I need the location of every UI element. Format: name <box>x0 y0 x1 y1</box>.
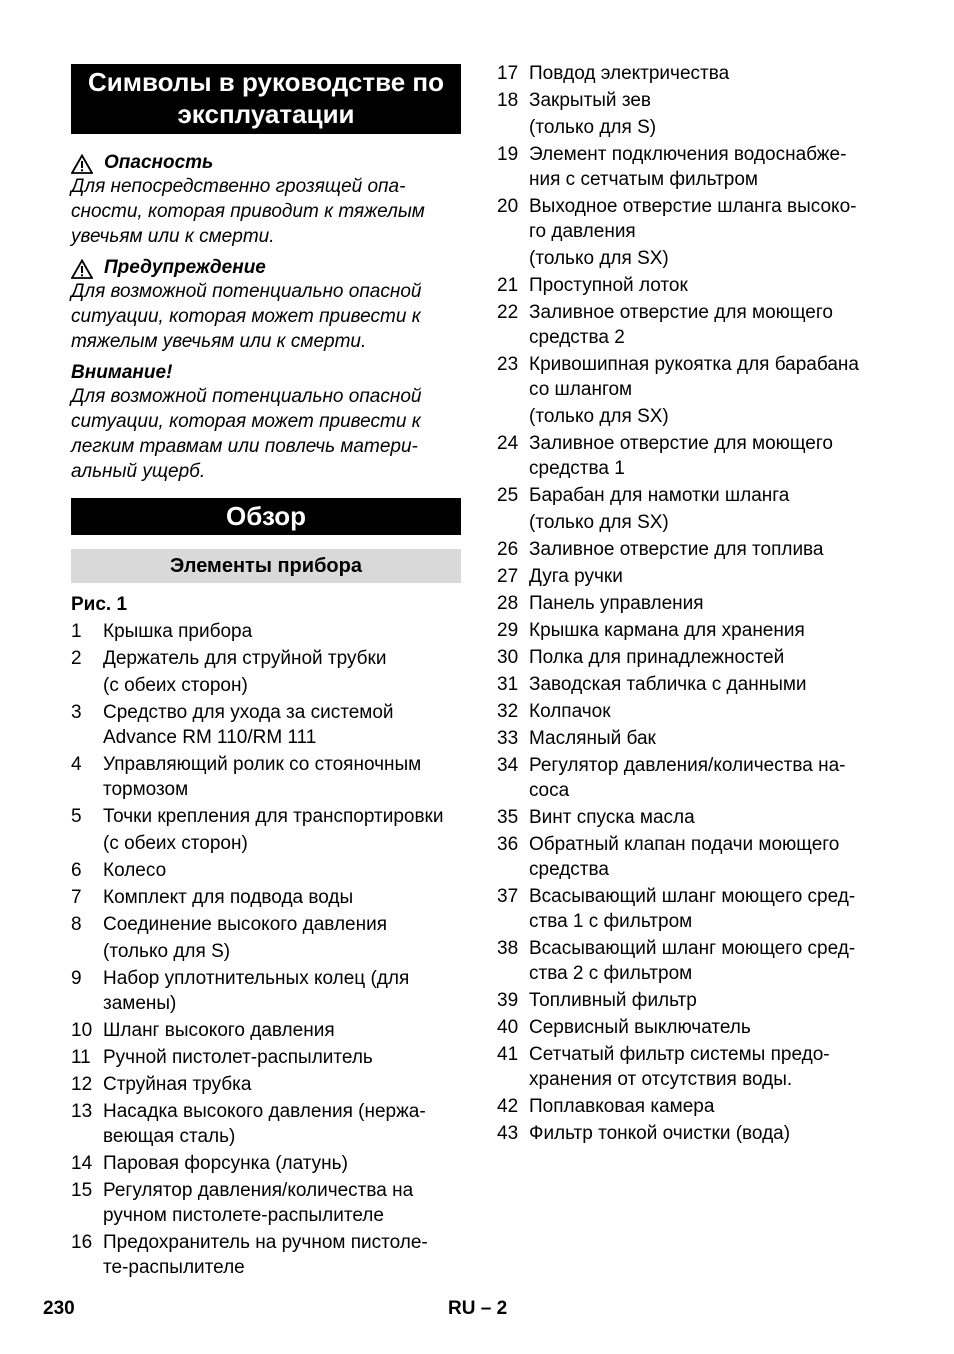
item-text <box>529 1042 897 1092</box>
item-text-line: Предохранитель на ручном пистоле- <box>103 1232 428 1253</box>
item-text-line: Всасывающий шланг моющего сред- <box>529 886 856 907</box>
item-number: 22 <box>497 302 519 323</box>
list-item <box>71 912 461 964</box>
list-item <box>71 1045 461 1070</box>
item-number: 29 <box>497 620 519 641</box>
item-text-line: Средство для ухода за системой <box>103 702 394 723</box>
list-item <box>71 752 461 802</box>
heading-line: Символы в руководстве по <box>87 67 444 97</box>
item-text-line: Набор уплотнительных колец (для <box>103 968 410 989</box>
item-text <box>103 1045 461 1070</box>
item-text-line: (только для SX) <box>529 406 669 427</box>
item-number: 40 <box>497 1017 519 1038</box>
item-text <box>103 804 461 856</box>
item-text-line: Заводская табличка с данными <box>529 674 807 695</box>
item-number: 24 <box>497 433 519 454</box>
item-text-line: (только для S) <box>103 941 231 962</box>
item-text <box>529 884 897 934</box>
item-text-line: Струйная трубка <box>103 1074 252 1095</box>
item-text-line: (с обеих сторон) <box>103 675 248 696</box>
item-text <box>529 645 897 670</box>
page-number: 230 <box>43 1298 75 1319</box>
list-item <box>497 483 897 535</box>
item-text-line: Повдод электричества <box>529 63 730 84</box>
item-number: 39 <box>497 990 519 1011</box>
item-text-line: Барабан для намотки шланга <box>529 485 790 506</box>
list-item <box>497 832 897 882</box>
list-item <box>71 1099 461 1149</box>
item-number: 3 <box>71 702 82 723</box>
item-number: 6 <box>71 860 82 881</box>
item-text-line: Фильтр тонкой очистки (вода) <box>529 1123 791 1144</box>
right-column <box>497 59 897 1146</box>
item-text-line: Advance RM 110/RM 111 <box>103 727 317 748</box>
list-item <box>497 753 897 803</box>
text-line: Для непосредственно грозящей опа- <box>71 176 406 197</box>
item-text-line: Заливное отверстие для моющего <box>529 302 833 323</box>
item-number: 38 <box>497 938 519 959</box>
item-text <box>529 618 897 643</box>
item-text-line: Винт спуска масла <box>529 807 695 828</box>
item-number: 18 <box>497 90 519 111</box>
item-text-line: (с обеих сторон) <box>103 833 248 854</box>
item-number: 10 <box>71 1020 93 1041</box>
item-number: 7 <box>71 887 82 908</box>
item-number: 12 <box>71 1074 93 1095</box>
item-number: 14 <box>71 1153 93 1174</box>
item-text <box>103 1018 461 1043</box>
parts-list-right <box>497 61 897 1146</box>
item-number: 25 <box>497 485 519 506</box>
item-text-line: Проступной лоток <box>529 275 688 296</box>
item-text-line: Закрытый зев <box>529 90 651 111</box>
list-item <box>71 1230 461 1280</box>
list-item <box>497 564 897 589</box>
item-text-line: (только для S) <box>529 117 657 138</box>
item-text-line: Заливное отверстие для топлива <box>529 539 824 560</box>
item-text <box>103 1072 461 1097</box>
item-number: 42 <box>497 1096 519 1117</box>
list-item <box>71 646 461 698</box>
item-text <box>103 858 461 883</box>
item-text <box>529 61 897 86</box>
item-text-line: Элемент подключения водоснабже- <box>529 144 847 165</box>
item-number: 33 <box>497 728 519 749</box>
list-item <box>497 699 897 724</box>
item-number: 27 <box>497 566 519 587</box>
item-text <box>529 537 897 562</box>
figure-label: Рис. 1 <box>71 594 128 615</box>
list-item <box>71 1018 461 1043</box>
text-line: ситуации, которая может привести к <box>71 411 421 432</box>
item-text <box>529 273 897 298</box>
text-line: легким травмам или повлечь матери- <box>71 436 418 457</box>
item-text <box>103 966 461 1016</box>
item-text-line: со шлангом <box>529 379 633 400</box>
item-text <box>529 936 897 986</box>
caution-text <box>71 384 461 484</box>
danger-text <box>71 174 461 249</box>
section-heading-overview: Обзор <box>71 498 461 535</box>
list-item <box>497 1015 897 1040</box>
language-page-label: RU – 2 <box>448 1298 508 1319</box>
item-text <box>529 431 897 481</box>
item-number: 1 <box>71 621 82 642</box>
item-text-line: Всасывающий шланг моющего сред- <box>529 938 856 959</box>
list-item <box>71 1072 461 1097</box>
item-number: 34 <box>497 755 519 776</box>
item-text-line: Заливное отверстие для моющего <box>529 433 833 454</box>
item-text-line: тормозом <box>103 779 189 800</box>
item-number: 37 <box>497 886 519 907</box>
item-number: 19 <box>497 144 519 165</box>
item-text-line: те-распылителе <box>103 1257 245 1278</box>
item-text-line: Кривошипная рукоятка для барабана <box>529 354 859 375</box>
item-text-line: Регулятор давления/количества на- <box>529 755 846 776</box>
item-number: 26 <box>497 539 519 560</box>
list-item <box>497 352 897 429</box>
item-text-line: го давления <box>529 221 636 242</box>
item-text-line: Ручной пистолет-распылитель <box>103 1047 373 1068</box>
list-item <box>497 884 897 934</box>
item-text-line: Насадка высокого давления (нержа- <box>103 1101 426 1122</box>
item-text <box>103 1178 461 1228</box>
item-text <box>529 1015 897 1040</box>
item-text-line: Соединение высокого давления <box>103 914 387 935</box>
item-text-line: Панель управления <box>529 593 704 614</box>
list-item <box>497 618 897 643</box>
text-line: увечьям или к смерти. <box>71 226 275 247</box>
item-number: 17 <box>497 63 519 84</box>
text-line: тяжелым увечьям или к смерти. <box>71 331 367 352</box>
item-text-line: Дуга ручки <box>529 566 623 587</box>
item-text <box>103 646 461 698</box>
list-item <box>497 672 897 697</box>
parts-list-left <box>71 619 461 1280</box>
list-item <box>497 645 897 670</box>
list-item <box>497 1121 897 1146</box>
item-text-line: веющая сталь) <box>103 1126 236 1147</box>
item-text-line: Регулятор давления/количества на <box>103 1180 414 1201</box>
item-text-line: Колесо <box>103 860 167 881</box>
list-item <box>497 88 897 140</box>
item-text <box>529 1094 897 1119</box>
item-number: 2 <box>71 648 82 669</box>
item-text <box>103 700 461 750</box>
text-line: альный ущерб. <box>71 461 206 482</box>
item-text <box>103 1151 461 1176</box>
item-text <box>529 194 897 271</box>
list-item <box>497 591 897 616</box>
list-item <box>497 805 897 830</box>
item-text <box>529 352 897 429</box>
item-number: 41 <box>497 1044 519 1065</box>
item-number: 15 <box>71 1180 93 1201</box>
left-column <box>71 64 461 1280</box>
warning-triangle-icon <box>71 259 93 279</box>
item-text-line: ния с сетчатым фильтром <box>529 169 758 190</box>
list-item <box>497 273 897 298</box>
list-item <box>497 726 897 751</box>
item-number: 8 <box>71 914 82 935</box>
item-number: 21 <box>497 275 519 296</box>
item-text-line: средства 1 <box>529 458 625 479</box>
text-line: сности, которая приводит к тяжелым <box>71 201 425 222</box>
item-text <box>529 1121 897 1146</box>
item-text <box>103 619 461 644</box>
list-item <box>71 700 461 750</box>
item-text-line: Управляющий ролик со стояночным <box>103 754 422 775</box>
list-item <box>497 61 897 86</box>
caution-title: Внимание! <box>71 362 173 383</box>
item-text-line: Крышка кармана для хранения <box>529 620 805 641</box>
item-text <box>529 726 897 751</box>
item-number: 16 <box>71 1232 93 1253</box>
list-item <box>497 300 897 350</box>
heading-line: эксплуатации <box>177 99 355 129</box>
text-line: Для возможной потенциально опасной <box>71 281 422 302</box>
item-number: 35 <box>497 807 519 828</box>
item-number: 30 <box>497 647 519 668</box>
list-item <box>71 885 461 910</box>
list-item <box>497 988 897 1013</box>
list-item <box>71 619 461 644</box>
item-number: 4 <box>71 754 82 775</box>
danger-title <box>71 144 461 174</box>
item-text-line: Комплект для подвода воды <box>103 887 354 908</box>
item-text-line: Сетчатый фильтр системы предо- <box>529 1044 830 1065</box>
item-text-line: (только для SX) <box>529 512 669 533</box>
item-text <box>103 912 461 964</box>
text-line: ситуации, которая может привести к <box>71 306 421 327</box>
item-text-line: Масляный бак <box>529 728 656 749</box>
subsection-heading: Элементы прибора <box>71 549 461 583</box>
item-text-line: Обратный клапан подачи моющего <box>529 834 840 855</box>
item-text-line: Шланг высокого давления <box>103 1020 335 1041</box>
list-item <box>71 966 461 1016</box>
item-text-line: Колпачок <box>529 701 611 722</box>
item-text <box>529 805 897 830</box>
item-number: 36 <box>497 834 519 855</box>
list-item <box>497 431 897 481</box>
item-text <box>529 672 897 697</box>
item-text-line: Сервисный выключатель <box>529 1017 751 1038</box>
item-text-line: ства 1 с фильтром <box>529 911 693 932</box>
item-text <box>529 988 897 1013</box>
list-item <box>497 537 897 562</box>
warning-title <box>71 249 461 279</box>
item-number: 20 <box>497 196 519 217</box>
item-text-line: (только для SX) <box>529 248 669 269</box>
section-heading-symbols <box>71 64 461 134</box>
text-line: Для возможной потенциально опасной <box>71 386 422 407</box>
item-text-line: coca <box>529 780 570 801</box>
item-text-line: ручном пистолете-распылителе <box>103 1205 384 1226</box>
list-item <box>497 1094 897 1119</box>
item-text <box>103 1099 461 1149</box>
item-text-line: Точки крепления для транспортировки <box>103 806 444 827</box>
item-text-line: Топливный фильтр <box>529 990 697 1011</box>
item-text-line: Полка для принадлежностей <box>529 647 785 668</box>
item-text <box>529 142 897 192</box>
item-text-line: средства <box>529 859 609 880</box>
warning-text <box>71 279 461 354</box>
list-item <box>71 804 461 856</box>
item-text-line: средства 2 <box>529 327 625 348</box>
item-number: 43 <box>497 1123 519 1144</box>
item-number: 32 <box>497 701 519 722</box>
item-text-line: Выходное отверстие шланга высоко- <box>529 196 857 217</box>
list-item <box>71 1151 461 1176</box>
item-text <box>529 591 897 616</box>
warning-title-text: Предупреждение <box>104 257 266 278</box>
list-item <box>71 1178 461 1228</box>
list-item <box>497 1042 897 1092</box>
item-text <box>103 1230 461 1280</box>
item-text-line: ства 2 с фильтром <box>529 963 693 984</box>
item-text <box>529 300 897 350</box>
item-number: 11 <box>71 1047 91 1068</box>
list-item <box>497 142 897 192</box>
item-text <box>529 483 897 535</box>
item-text-line: Паровая форсунка (латунь) <box>103 1153 348 1174</box>
list-item <box>497 936 897 986</box>
item-text <box>103 752 461 802</box>
item-text <box>529 88 897 140</box>
item-text <box>529 832 897 882</box>
item-number: 31 <box>497 674 519 695</box>
item-text-line: Крышка прибора <box>103 621 253 642</box>
list-item <box>497 194 897 271</box>
item-number: 13 <box>71 1101 93 1122</box>
warning-triangle-icon <box>71 154 93 174</box>
item-text <box>529 753 897 803</box>
item-number: 23 <box>497 354 519 375</box>
item-text <box>529 699 897 724</box>
item-text <box>103 885 461 910</box>
item-number: 28 <box>497 593 519 614</box>
item-text-line: хранения от отсутствия воды. <box>529 1069 793 1090</box>
item-text-line: замены) <box>103 993 177 1014</box>
item-text <box>529 564 897 589</box>
item-text-line: Поплавковая камера <box>529 1096 715 1117</box>
danger-title-text: Опасность <box>104 152 214 173</box>
item-text-line: Держатель для струйной трубки <box>103 648 387 669</box>
item-number: 9 <box>71 968 82 989</box>
list-item <box>71 858 461 883</box>
item-number: 5 <box>71 806 82 827</box>
